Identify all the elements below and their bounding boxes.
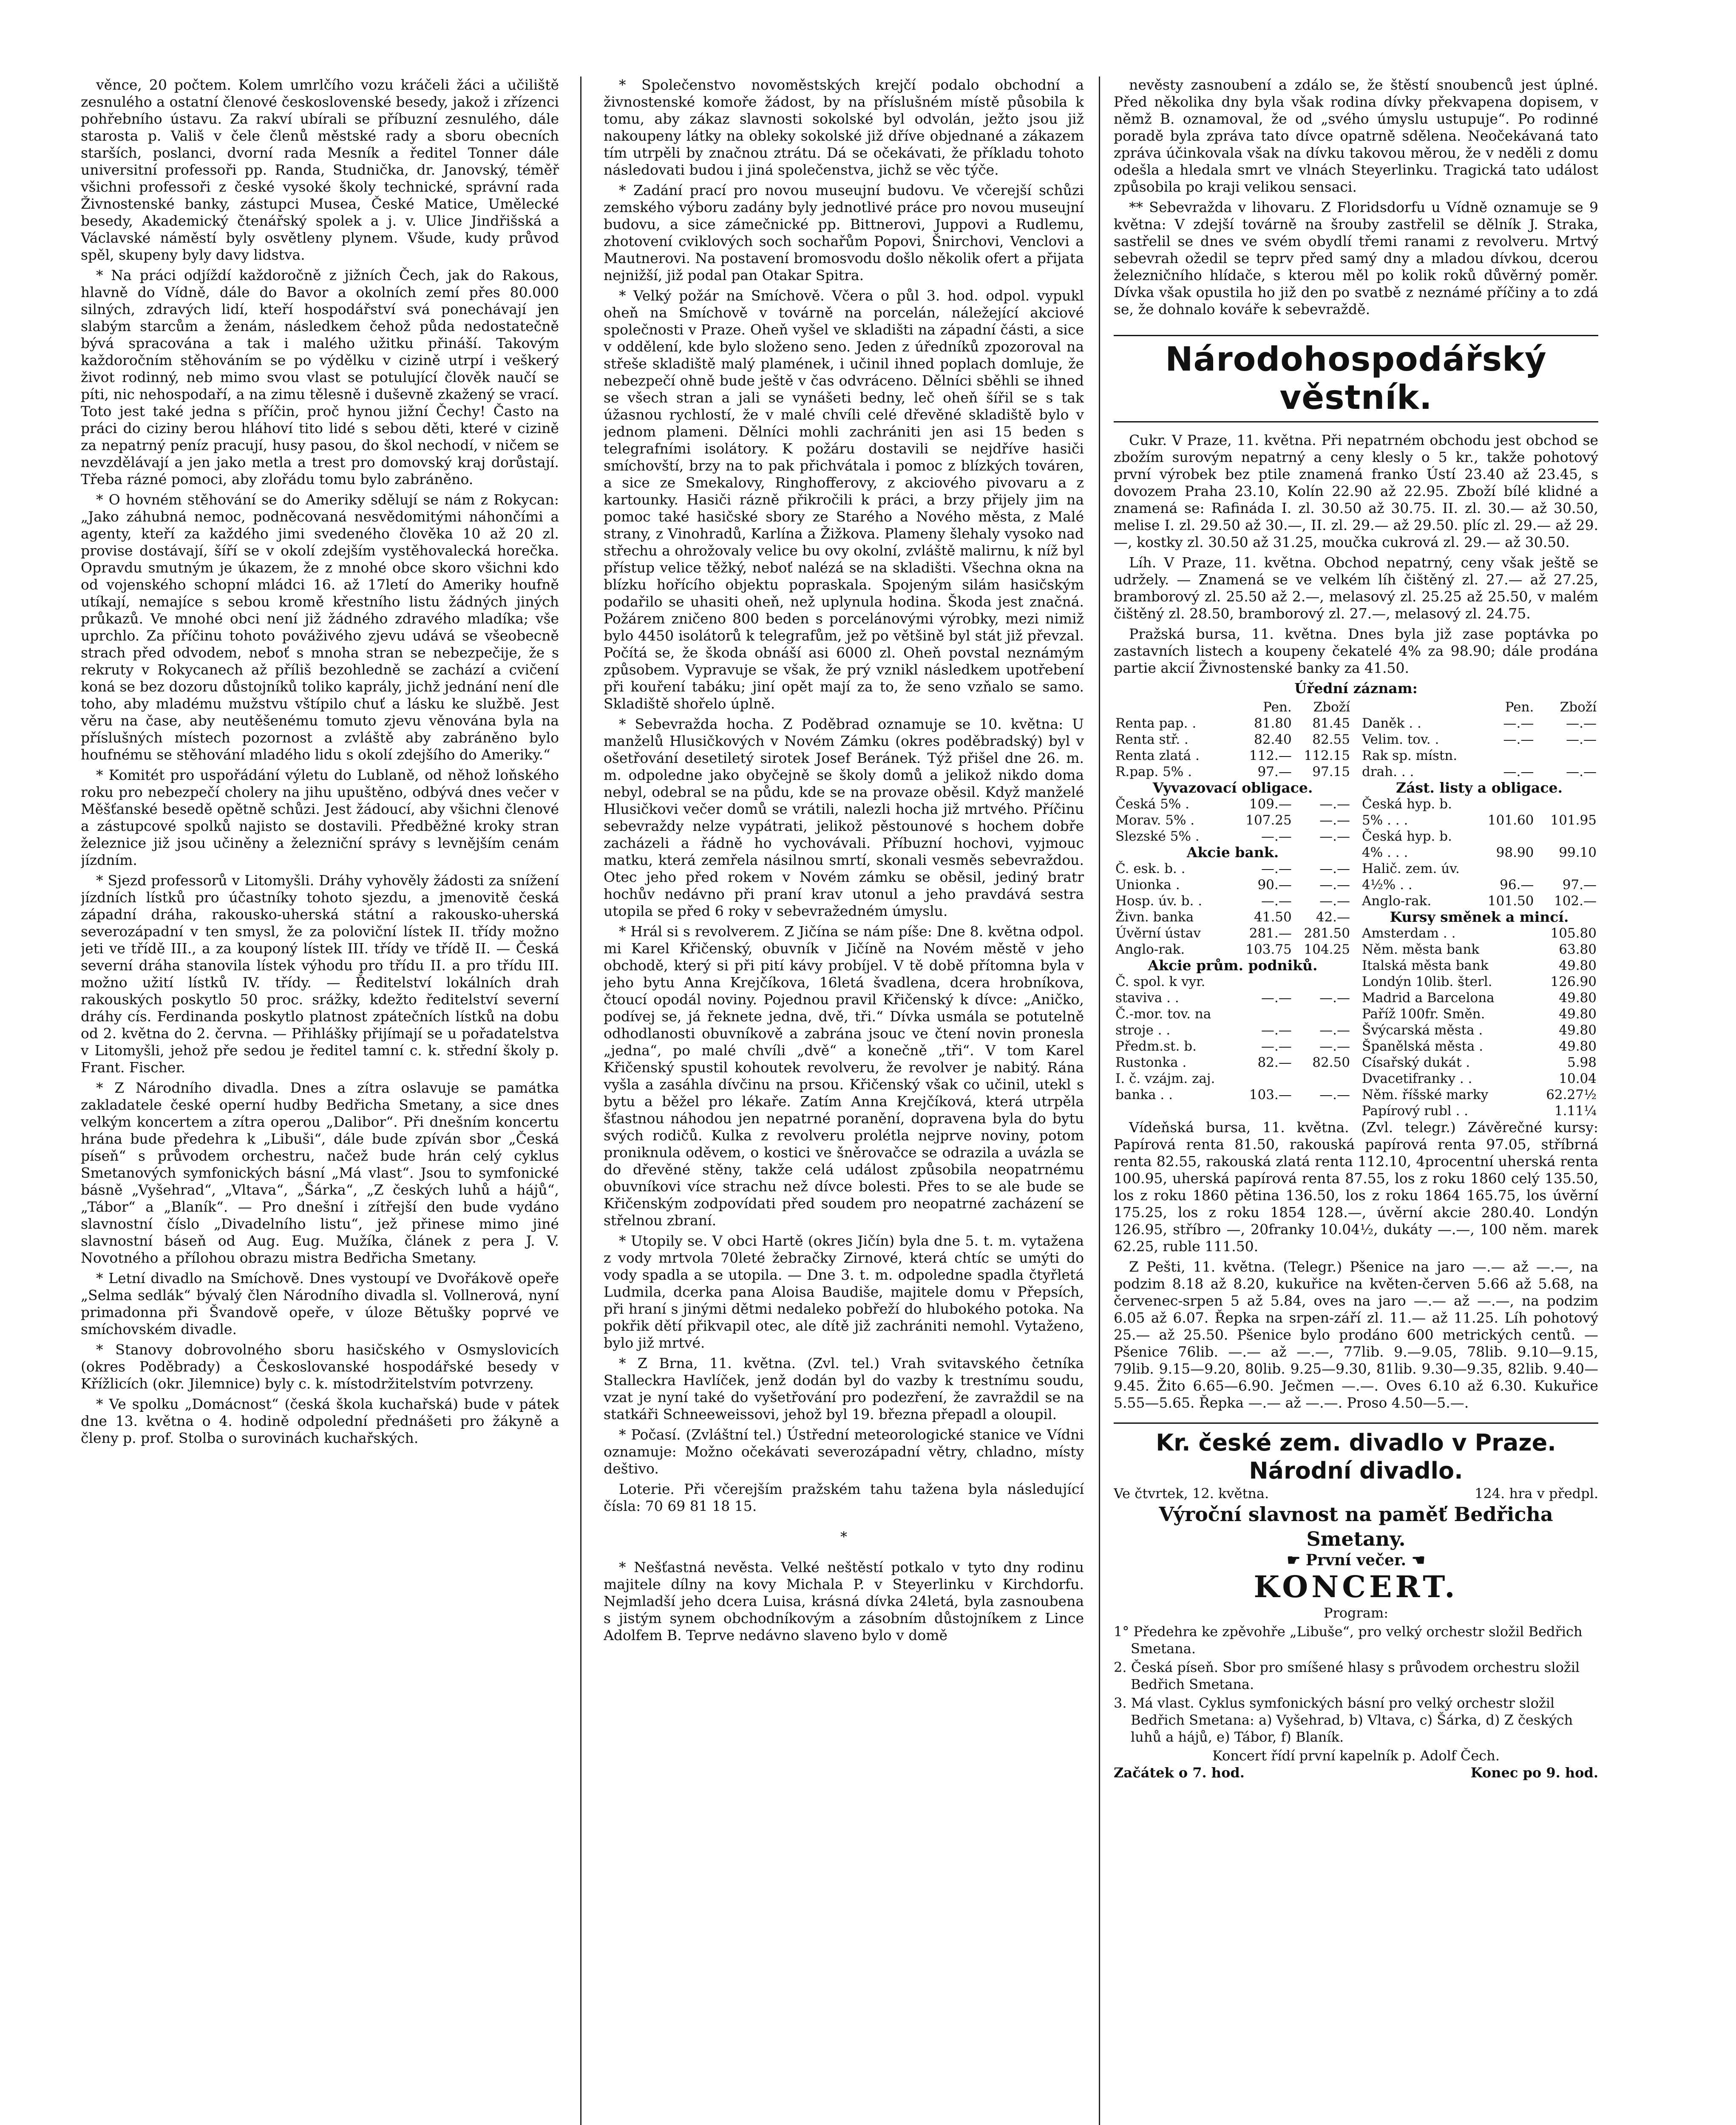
theatre-date: Ve čtvrtek, 12. května.	[1114, 1485, 1269, 1502]
table-cell: —.—	[1261, 990, 1292, 1006]
column-2	[604, 76, 1084, 2125]
table-cell: Hosp. úv. b. .	[1115, 893, 1203, 909]
table-row	[1114, 877, 1352, 893]
table-cell: Paříž 100fr. Směn.	[1362, 1006, 1485, 1022]
table-cell: 126.90	[1550, 974, 1597, 989]
table-row	[1114, 748, 1352, 764]
table-cell	[1478, 748, 1536, 764]
table-cell	[1114, 699, 1235, 715]
table-cell: Papírový rubl . .	[1362, 1103, 1469, 1119]
table-cell: Renta zlatá .	[1115, 748, 1200, 763]
table-row	[1360, 1006, 1598, 1022]
table-cell: Zboží	[1560, 700, 1597, 715]
table-cell	[1478, 861, 1536, 877]
table-row	[1360, 958, 1598, 974]
article-weather: * Počasí. (Zvláštní tel.) Ústřední meteorologické stanice ve Vídni oznamuje: Možno očekávati severozápadní větry, chladno, místy deštivo.	[604, 1426, 1084, 1477]
table-cell: Něm. města bank	[1362, 942, 1480, 957]
section-title: Vyvazovací obligace.	[1152, 779, 1313, 796]
table-cell: —.—	[1261, 861, 1292, 876]
table-header	[1360, 699, 1598, 715]
table-row	[1360, 1054, 1598, 1071]
table-cell: 5.98	[1567, 1055, 1597, 1070]
table-cell: 97.15	[1312, 764, 1350, 779]
table-cell: Něm. říšské marky	[1362, 1087, 1489, 1102]
table-cell: Londýn 10lib. šterl.	[1362, 974, 1492, 989]
table-row	[1114, 1054, 1352, 1071]
table-cell: Císařský dukát .	[1362, 1055, 1470, 1070]
table-row	[1360, 877, 1598, 893]
table-cell: 81.45	[1312, 716, 1350, 731]
table-cell: —.—	[1566, 716, 1597, 731]
table-cell	[1293, 1071, 1352, 1087]
vienna-bourse-report: Vídeňská bursa, 11. května. (Zvl. telegr.) Závěrečné kursy: Papírová renta 81.50, rakouská papírová renta 97.05, stříbrná renta 82.55, rakouská zlatá renta 112.10, 4procentní uherská renta 100.95, uherská papírová renta 87.55, los z roku 1860 celý 135.50, los z roku 1860 pětina 136.50, los z roku 1864 165.75, los úvěrní 175.25, los z roku 1854 128.—, úvěrní akcie 280.40. Londýn 126.95, stříbro —, 20franky 10.04½, dukáty —.—, 100 něm. marek 62.25, ruble 111.50.	[1114, 1119, 1598, 1255]
table-cell: Španělská města .	[1362, 1039, 1484, 1054]
table-row	[1114, 1022, 1352, 1038]
table-cell: 90.—	[1257, 877, 1292, 892]
table-cell: Amsterdam . .	[1362, 926, 1456, 941]
table-cell: 101.50	[1487, 893, 1534, 909]
table-section	[1114, 958, 1352, 974]
table-cell: Renta pap. .	[1115, 716, 1197, 731]
table-cell: Renta stř. .	[1115, 732, 1189, 747]
table-cell: 49.80	[1559, 990, 1597, 1006]
article-national-theatre: * Z Národního divadla. Dnes a zítra oslavuje se památka zakladatele české operní hudby Bedřicha Smetany, a sice dnes velkým koncertem a zítra operou „Dalibor“. Při dnešním koncertu hrána bude předehra k „Libuši“, dále bude zpíván sbor „Česká píseň“ s průvodem orchestru, načež bude hrán celý cyklus Smetanových symfonických básní „Má vlast“. Jsou to symfonické básně „Vyšehrad“, „Vltava“, „Šárka“, „Z českých luhů a hájů“, „Tábor“ a „Blaník“. — Pro dnešní i zítřejší den bude vydáno slavnostní číslo „Divadelního listu“, jež přinese mimo jiné slavnostní báseň od Aug. Eug. Mužíka, článek z pera J. V. Novotného a přílohou obrazu mistra Bedřicha Smetany.	[81, 1080, 559, 1266]
table-cell: 82.40	[1254, 732, 1292, 747]
table-cell: Rak sp. místn.	[1362, 748, 1458, 763]
table-cell: 82.—	[1257, 1055, 1292, 1070]
pointing-hand-icon: ☛	[1287, 1551, 1306, 1569]
table-row	[1114, 731, 1352, 748]
table-cell: Slezské 5% .	[1115, 829, 1200, 844]
table-cell	[1235, 1006, 1293, 1022]
table-row	[1114, 715, 1352, 731]
section-title: Kursy směnek a mincí.	[1390, 909, 1569, 925]
table-cell: 96.—	[1500, 877, 1534, 892]
table-cell: 81.80	[1254, 716, 1292, 731]
table-cell: Švýcarská města .	[1362, 1023, 1483, 1038]
table-cell: —.—	[1261, 1023, 1292, 1038]
table-cell: Česká hyp. b.	[1362, 796, 1452, 812]
spirit-market-report: Líh. V Praze, 11. května. Obchod nepatrný, ceny však ještě se udržely. — Znamená se ve velkém líh čištěný zl. 27.— až 27.25, bramborový zl. 25.50 až 2.—, melasový zl. 25.25 až 25.50, v malém čištěný zl. 28.50, bramborový zl. 27.—, melasový zl. 24.75.	[1114, 554, 1598, 622]
table-row	[1360, 893, 1598, 909]
table-cell: Česká 5% .	[1115, 796, 1189, 812]
newspaper-page	[81, 76, 1598, 2125]
table-cell: 49.80	[1559, 1023, 1597, 1038]
pest-market-report: Z Pešti, 11. května. (Telegr.) Pšenice na jaro —.— až —.—, na podzim 8.18 až 8.20, kukuřice na květen-červen 5.66 až 5.68, na červenec-srpen 5 až 5.84, oves na jaro —.— až —.—, na podzim 6.05 až 6.07. Řepka na srpen-září zl. 11.— až 11.25. Líh pohotový 25.— až 25.50. Pšenice bylo prodáno 600 metrických centů. — Pšenice 76lib. —.— až —.—, 77lib. 9.—9.05, 78lib. 9.10—9.15, 79lib. 9.15—9.20, 80lib. 9.25—9.30, 81lib. 9.30—9.35, 82lib. 9.40—9.45. Žito 6.65—6.90. Ječmen —.—. Oves 6.10 až 6.30. Kukuřice 5.55—5.65. Řepka —.— až —.—. Proso 4.50—5.—.	[1114, 1258, 1598, 1411]
table-row	[1114, 941, 1352, 958]
event-title: Výroční slavnost na paměť Bedřicha Smetany.	[1159, 1503, 1553, 1550]
table-section	[1360, 780, 1598, 796]
table-cell: Unionka .	[1115, 877, 1180, 892]
table-cell: —.—	[1319, 796, 1350, 812]
table-cell: 49.80	[1559, 958, 1597, 973]
article-ljubljana-trip: * Komitét pro uspořádání výletu do Lublaně, od něhož loňského roku pro nebezpečí cholery na jihu upuštěno, odbývá dnes večer v Měšťanské besedě opětně schůzi. Jest žádoucí, aby všichni členové a zástupcové spolků najisto se dostavili. Předběžné kroky stran železnice již jsou učiněny a železniční správy s levnějším cenám jízdním.	[81, 767, 559, 868]
column-rule-2	[1099, 76, 1100, 2125]
table-row	[1360, 764, 1598, 780]
table-cell: 103.75	[1245, 942, 1292, 957]
table-row	[1114, 828, 1352, 844]
table-cell	[1293, 1006, 1352, 1022]
table-row	[1360, 974, 1598, 990]
table-cell: Zboží	[1313, 700, 1350, 715]
table-cell: 10.04	[1559, 1071, 1597, 1086]
article-seasonal-workers: * Na práci odjíždí každoročně z jižních Čech, jak do Rakous, hlavně do Vídně, dále do Bavor a okolních zemí přes 80.000 silných, zdravých lidí, kteří hospodářství svá ponechávají jen slabým starcům a ženám, následkem čehož půda nedostatečně bývá spracována a tak i malého užitku přináší. Takovým každoročním stěhováním se po výdělku v cizině utrpí i veškerý život rodinný, neb mimo svou vlast se potulující člověk naučí se píti, nic nehospodaří, a na zimu tělesně i duševně zkažený se vrací. Toto jest také jedna s příčin, proč hynou jižní Čechy! Často na práci do ciziny berou hláhoví tito lidé s sebou děti, které v cizině za nepatrný peníz pracují, husy pasou, do škol nechodí, v ničem se nevzdělávají a jen jako metla a trest pro domovský kraj dorůstají. Třeba rázné pomoci, aby zlořádu tomu bylo zabráněno.	[81, 267, 559, 487]
pointing-hand-left-icon: ☚	[1406, 1551, 1425, 1569]
table-row	[1360, 828, 1598, 844]
table-cell: Halič. zem. úv.	[1362, 861, 1460, 876]
table-row	[1114, 909, 1352, 925]
table-cell: 42.—	[1316, 910, 1350, 925]
table-cell: Italská města bank	[1362, 958, 1489, 973]
table-cell: —.—	[1566, 764, 1597, 779]
table-row	[1114, 764, 1352, 780]
table-cell: —.—	[1319, 861, 1350, 876]
article-bride-continued: nevěsty zasnoubení a zdálo se, že štěstí snoubenců jest úplné. Před několika dny byla však rodina dívky překvapena dopisem, v němž B. oznamoval, že od „svého úmyslu ustupuje“. Po rodinné poradě byla zpráva tato dívce opatrně sdělena. Neočekávaná tato zpráva účinkovala však na dívku takovou měrou, že v neděli z domu odešla a hledala smrt ve vlnách Steyerlinku. Tragická tato událost způsobila po kraji velikou sensaci.	[1114, 76, 1598, 195]
table-cell: Pen.	[1505, 700, 1534, 715]
article-funeral-end: věnce, 20 počtem. Kolem umrlčího vozu kráčeli žáci a učiliště zesnulého a ostatní členové československé besedy, jakož i zřízenci pohřebního ústavu. Za rakví ubírali se příbuzní zesnulého, dále starosta p. Vališ v čele členů městské rady a sboru obecních starších, poslanci, dvorní rada Mesník a ředitel Tonner dále universitní professoři pp. Randa, Studnička, dr. Janovský, téměř všichni professoři z české vysoké školy technické, správní rada Živnostenské banky, zástupci Musea, České Matice, Umělecké besedy, Akademický čtenářský spolek a j. v. Ulice Jindřišská a Václavské náměstí byly osvětleny plynem. Všude, kudy průvod spěl, skupeny byly davy lidstva.	[81, 76, 559, 263]
column-rule-1	[580, 76, 582, 2125]
table-cell: 49.80	[1559, 1006, 1597, 1022]
table-cell: —.—	[1566, 732, 1597, 747]
table-cell: 82.50	[1312, 1055, 1350, 1070]
article-smichov-theatre: * Letní divadlo na Smíchově. Dnes vystoupí ve Dvořákově opeře „Selma sedlák“ bývalý člen Národního divadla sl. Vollnerová, nyní primadonna při Švandově opeře, v úloze Bětušky poprvé ve smíchovském divadle.	[81, 1270, 559, 1337]
table-row	[1114, 1006, 1352, 1022]
table-row	[1114, 861, 1352, 877]
program-item-2: 2. Česká píseň. Sbor pro smíšené hlasy s průvodem orchestru složil Bedřich Smetana.	[1114, 1659, 1580, 1692]
table-section	[1114, 844, 1352, 861]
article-tailors-guild: * Společenstvo novoměstských krejčí podalo obchodní a živnostenské komoře žádost, by na příslušném místě působila k tomu, aby zákaz slavnosti sokolské byl odvolán, ježto jsou již nakoupeny látky na obleky sokolské již dříve objednané a zákazem tím utrpěli by značnou ztrátu. Dá se očekávati, že příkladu tohoto následovati budou i jiná společenstva, jichž se věc týče.	[604, 76, 1084, 178]
article-museum-works: * Zadání prací pro novou museujní budovu. Ve včerejší schůzi zemského výboru zadány byly jednotlivé práce pro novou museujní budovu, a sice zámečnické pp. Bittnerovi, Juppovi a Rudlemu, zhotovení cviklových soch sochařům Popovi, Šnirchovi, Venclovi a Mautnerovi. Na postavení bromosvodu došlo několik ofert a přijata nejnižší, již podal pan Otakar Spitra.	[604, 182, 1084, 283]
table-cell: 4% . . .	[1362, 845, 1408, 860]
table-cell: —.—	[1261, 893, 1292, 909]
article-unhappy-bride: * Nešťastná nevěsta. Velké neštěstí potkalo v tyto dny rodinu majitele dílny na kovy Michala P. v Steyerlinku v Kirchdorfu. Nejmladší jeho dcera Luisa, krásná dívka 24letá, byla zasnoubena s jistým synem obchodníkovým a zásobním důstojníkem z Lince Adolfem B. Teprve nedávno slaveno bylo v domě	[604, 1559, 1084, 1643]
table-row	[1360, 941, 1598, 958]
table-cell	[1478, 796, 1536, 812]
article-domacnost-society: * Ve spolku „Domácnost“ (česká škola kuchařská) bude v pátek dne 13. května o 4. hodině odpolední přednášeti pro žákyně a členy p. prof. Stolba o surovinách kuchařských.	[81, 1396, 559, 1446]
article-boy-suicide: * Sebevražda hocha. Z Poděbrad oznamuje se 10. května: U manželů Hlusičkových v Novém Zámku (okres poděbradský) byl v ošetřování desetiletý sirotek Josef Beránek. Týž přišel dne 26. m. m. odpoledne jako obyčejně se školy domů a jelikož nikdo doma nebyl, odebral se na půdu, kde se na provaze oběsil. Když manželé Hlusičkovi večer domů se vrátili, nalezli hocha již mrtvého. Příčinu sebevraždy nelze vypátrati, jelikož pěstounové s hochem dobře zacházeli a řádně ho vychovávali. Příbuzní hochovi, vyjmouc matku, která zemřela násilnou smrtí, skonali vesměs sebevraždou. Otec jeho před rokem v Novém zámku se oběsil, jediný bratr hochův nedávno při praní krav utonul a jeho pravdává sestra utopila se před 6 roky v sebevražedném úmyslu.	[604, 716, 1084, 919]
table-cell: Živn. banka	[1115, 910, 1194, 925]
table-row	[1114, 925, 1352, 941]
table-row	[1360, 1038, 1598, 1054]
table-cell: 112.—	[1249, 748, 1292, 763]
table-cell: —.—	[1319, 1023, 1350, 1038]
table-cell: 101.60	[1487, 813, 1534, 828]
table-cell: 63.80	[1559, 942, 1597, 957]
table-cell: 109.—	[1249, 796, 1292, 812]
table-cell: —.—	[1503, 732, 1534, 747]
table-row	[1360, 1022, 1598, 1038]
table-cell: —.—	[1319, 1039, 1350, 1054]
section-title: Akcie prům. podniků.	[1148, 957, 1318, 974]
table-cell: 5% . . .	[1362, 813, 1408, 828]
program-item-1: 1° Předehra ke zpěvohře „Libuše“, pro velký orchestr složil Bedřich Smetana.	[1114, 1624, 1583, 1657]
table-cell: banka . .	[1115, 1087, 1173, 1102]
article-emigration-america: * O hovném stěhování se do Ameriky sdělují se nám z Rokycan: „Jako záhubná nemoc, podněcovaná nesvědomitými náhončími a agenty, kteří za každého jimi svedeného člověka 10 až 20 zl. provise dostávají, šíří se v okolí zdejším vystěhovalecká horečka. Opravdu smutným je úkazem, že z mnohé obce skoro všichni kdo od vojenského schopní mládci 16. až 17letí do Ameriky houfně utíkají, nemajíce s sebou kromě křestního listu žádných jiných průkazů. Ve mnohé obci není již žádného zdravého mladíka; vše uprchlo. Za příčinu tohoto pováživého zjevu udává se všeobecně strach před odvodem, neboť s mnoha stran se nebezpečije, že s rekruty v Rokycanech až příliš bezohledně se zachází a cvičení koná se bez dozoru důstojníků toliko kaprály, jichž jednání není dle toho, aby mladému mužstvu vštípilo chuť a lásku ke službě. Jest věru na čase, aby neutěšenému tomuto zjevu věnována byla na příslušných místech pozornost a zvláště aby zabráněno bylo houfnému se stěhování mladého lidu s okolí zdejšího do Ameriky.“	[81, 491, 559, 763]
table-cell: 99.10	[1559, 845, 1597, 860]
table-header	[1114, 699, 1352, 715]
table-cell: 101.95	[1550, 813, 1597, 828]
quotes-table-left	[1114, 699, 1352, 1103]
article-fire-brigade-statutes: * Stanovy dobrovolného sboru hasičského v Osmyslovicích (okres Poděbrady) a Českoslovanské hospodářské besedy v Křížlicích (okr. Jilemnice) byly c. k. místodržitelstvím potvrzeny.	[81, 1341, 559, 1392]
table-cell: —.—	[1319, 990, 1350, 1006]
table-cell: 1.11¼	[1554, 1103, 1597, 1119]
table-row	[1360, 861, 1598, 877]
table-cell: Č. spol. k vyr.	[1115, 974, 1206, 989]
table-cell: —.—	[1319, 893, 1350, 909]
table-cell: Velim. tov. .	[1362, 732, 1439, 747]
program-item-3: 3. Má vlast. Cyklus symfonických básní pro velký orchestr složil Bedřich Smetana: a) Vyšehrad, b) Vltava, c) Šárka, d) Z českých luhů a hájů, e) Tábor, f) Blaník.	[1114, 1695, 1573, 1745]
table-cell: Č. esk. b. .	[1115, 861, 1186, 876]
column-3	[1114, 76, 1598, 2125]
table-row	[1114, 990, 1352, 1006]
table-cell: Anglo-rak.	[1115, 942, 1185, 957]
table-cell: —.—	[1503, 764, 1534, 779]
table-row	[1114, 893, 1352, 909]
table-row	[1360, 990, 1598, 1006]
table-cell: I. č. vzájm. zaj.	[1115, 1071, 1215, 1086]
theatre-subscription: 124. hra v předpl.	[1475, 1485, 1598, 1502]
quotes-right	[1360, 699, 1598, 1119]
article-professors-congress: * Sjezd professorů v Litomyšli. Dráhy vyhověly žádosti za snížení jízdních lístků pro účastníky tohoto sjezdu, a jmenovitě česká západní dráha, rakousko-uherská státní a rakousko-uherská severozápadní v ten smysl, že za poloviční lístek II. třídy možno jeti ve třídě III., a za kouponý lístek III. třídy ve třídě II. — Česká severní dráha stanovila lístek výhodu pro třídu II. a pro třídu III. možno užití lístků IV. třídy. — Ředitelství lokálních drah rakouských poskytlo 50 proc. srážky, kdežto ředitelství severní dráhy cís. Ferdinanda poskytlo platnost zpátečních lístků na dobu od 2. května do 2. června. — Přihlášky přijímají se u pořadatelstva v Litomyšli, jehož pře sedou je ředitel tamní c. k. střední školy p. Frant. Fischer.	[81, 872, 559, 1076]
table-cell: drah. . .	[1362, 764, 1414, 779]
separator-star: *	[840, 1529, 847, 1545]
table-section	[1360, 909, 1598, 925]
table-cell: 62.27½	[1546, 1087, 1597, 1102]
quotes-left	[1114, 699, 1352, 1119]
table-cell	[1535, 748, 1598, 764]
table-cell: —.—	[1319, 813, 1350, 828]
table-cell: —.—	[1319, 829, 1350, 844]
table-row	[1360, 796, 1598, 812]
conductor-note: Koncert řídí první kapelník p. Adolf Čech.	[1212, 1748, 1500, 1764]
table-cell: 105.80	[1550, 926, 1597, 941]
article-brno-murder: * Z Brna, 11. května. (Zvl. tel.) Vrah svitavského četníka Stalleckra Havlíček, jenž dodán byl do vazby k trestnímu soudu, vzat je nyní také do vyšetřování pro podezření, že zavraždil se na statkáři Schneeweissovi, jehož byl 19. března přepadl a oloupil.	[604, 1355, 1084, 1422]
koncert-title: KONCERT.	[1254, 1569, 1458, 1604]
theatre-header: Kr. české zem. divadlo v Praze. Národní divadlo.	[1114, 1422, 1598, 1485]
table-cell: Česká hyp. b.	[1362, 829, 1452, 844]
time-row	[1114, 1764, 1598, 1781]
table-cell: 102.—	[1554, 893, 1597, 909]
article-floridsdorf-suicide: ** Sebevražda v lihovaru. Z Floridsdorfu u Vídně oznamuje se 9 května: V zdejší továrně na šrouby zastřelil se dělník J. Straka, sastřelil se dnes ve svém obydlí třemi ranami z revolveru. Mrtvý sebevrah ožedil se teprv před samý dny a mladou dívkou, dcerou železničního hlídače, s kterou měl po kolik roků důvěrný poměr. Dívka však opustila ho již den po svatbě z neznámé příčiny a to zdá se, že dohnalo kováře k sebevraždě.	[1114, 199, 1598, 317]
table-row	[1360, 1103, 1598, 1119]
table-row	[1360, 731, 1598, 748]
table-cell: Daněk . .	[1362, 716, 1421, 731]
table-cell	[1235, 1071, 1293, 1087]
economic-section-title: Národohospodářský věstník.	[1114, 335, 1598, 422]
table-cell: Úvěrní ústav	[1115, 926, 1201, 941]
table-cell	[1535, 828, 1598, 844]
table-row	[1360, 1087, 1598, 1103]
article-smichov-fire: * Velký požár na Smíchově. Včera o půl 3. hod. odpol. vypukl oheň na Smíchově v továrně na porcelán, náležející akciové společnosti v Praze. Oheň vyšel ve skladišti na západní části, a sice v oddělení, kde bylo složeno seno. Jeden z úředníků zpozoroval na střeše skladiště malý plamének, i učinil ihned poplach domluje, že nebezpečí ohně bude ještě v čas odvráceno. Dělníci sběhli se ihned se všech stran a jali se vynášeti bedny, leč oheň šířil se s tak úžasnou rychlostí, že v malé chvíli celé dřevěné skladiště bylo v jednom plameni. Dělníci mohli zachrániti jen asi 15 beden s telegrafními isolátory. K požáru dostavili se nejdříve hasiči smíchovští, brzy na to pak přichvátala i pomoc z blízkých továren, a sice ze Smekalovy, Ringhofferovy, z akciového pivovaru a z kartounky. Hasiči rázně přikročili k práci, a brzy přijely jim na pomoc také hasičské sbory ze Starého a Nového města, z Malé strany, z Vinohradů, Karlína a Žižkova. Plameny šlehaly vysoko nad střechu a ohrožovaly velice bu ovy okolní, zvláště malirnu, k níž byl přístup velice těžký, neboť nalézá se na skladišti. Všechna okna na blízku hořícího objektu popraskala. Spojeným silám hasičským podařilo se uhasiti oheň, než uplynula hodina. Škoda jest značná. Požárem zničeno 800 beden s porcelánovými výrobky, mezi nimiž bylo 4450 isolátorů k telegrafům, jež po většině byl stát již převzal. Počítá se, že škoda obnáší asi 6000 zl. Oheň povstal neznámým způsobem. Vypravuje se však, že prý vznikl následkem upotřebení při kouření tabáku; jiní opět mají za to, že seno vzňalo se samo. Skladiště shořelo úplně.	[604, 287, 1084, 712]
table-cell: Předm.st. b.	[1115, 1039, 1197, 1054]
sugar-market-report: Cukr. V Praze, 11. května. Při nepatrném obchodu jest obchod se zbožím surovým nepatrný a ceny klesly o 5 kr., takže pohotový první výrobek bez ptile znamená franko Ústí 23.40 až 23.45, s dovozem Praha 23.10, Kolín 22.90 až 22.95. Zboží bílé klidné a znamená se: Rafináda I. zl. 30.50 až 30.75. II. zl. 30.— až 30.50, melise I. zl. 29.50 až 30.—, II. zl. 29.— až 29.50. plíc zl. 29.— až 29.—, kostky zl. 30.50 až 31.25, moučka cukrová zl. 29.— až 30.50.	[1114, 432, 1598, 550]
table-row	[1360, 925, 1598, 941]
table-cell: 82.55	[1312, 732, 1350, 747]
quotes-block	[1114, 699, 1598, 1119]
table-cell: 104.25	[1304, 942, 1350, 957]
table-cell: 281.—	[1249, 926, 1292, 941]
evening-text: První večer.	[1305, 1551, 1407, 1569]
table-row	[1114, 1071, 1352, 1087]
table-cell: Anglo-rak.	[1362, 893, 1432, 909]
table-cell: 103.—	[1249, 1087, 1292, 1102]
article-lottery: Loterie. Při včerejším pražském tahu tažena byla následující čísla: 70 69 81 18 15.	[604, 1481, 1084, 1514]
table-row	[1360, 748, 1598, 764]
table-cell: staviva . .	[1115, 990, 1179, 1006]
table-cell: 97.—	[1257, 764, 1292, 779]
table-cell	[1235, 974, 1293, 990]
article-revolver: * Hrál si s revolverem. Z Jičína se nám píše: Dne 8. května odpol. mi Karel Křičenský, obuvník v Jičíně na Novém městě v jeho obchodě, který si při pití kávy probíjel. V tě době přítomna byla v jeho bytu Anna Krejčíkova, 16letá švadlena, dcera hrobníkova, čtoucí opodál noviny. Pojednou pravil Křičenský k dívce: „Aničko, podívej se, já řeknete jedna, dvě, tři.“ Dívka usmála se potutelně odhodlanosti obuvníkově a zabrána jsouc ve čtení novin pronesla „jedna“, po malé chvíli „dvě“ a konečně „tři“. V tom Karel Křičenský spustil kohoutek revolveru, že revolver je nabitý. Rána vyšla a zasáhla dívčinu na prsou. Křičenský však co učinil, utekl s bytu a běžel pro lékaře. Zatím Anna Krejčíková, která utrpěla šťastnou náhodou jen nepatrné poranění, dopravena byla do bytu svých rodičů. Kulka z revolveru prolétla nejprve noviny, potom proniknula oděvem, o kostici ve šněrovačce se odrazila a uvázla se do dřevěné stěny, takže celá událost způsobila neopatrnému obuvníkovi více strachu než dívce bolesti. Přes to se ale bude se Křičenským zodpovídati před soudem pro neopatrné zacházení se střelnou zbraní.	[604, 923, 1084, 1229]
table-cell: 49.80	[1559, 1039, 1597, 1054]
quotes-table-right	[1360, 699, 1598, 1119]
table-cell	[1535, 861, 1598, 877]
table-row	[1114, 1087, 1352, 1103]
table-cell	[1360, 699, 1478, 715]
table-cell: —.—	[1319, 877, 1350, 892]
table-cell: 281.50	[1304, 926, 1350, 941]
evening-label	[1114, 1551, 1598, 1569]
table-cell: —.—	[1261, 1039, 1292, 1054]
theatre-date-row	[1114, 1485, 1598, 1502]
table-row	[1360, 715, 1598, 731]
table-cell: Dvacetifranky . .	[1362, 1071, 1472, 1086]
table-cell: Morav. 5% .	[1115, 813, 1195, 828]
table-row	[1114, 812, 1352, 828]
table-row	[1114, 796, 1352, 812]
table-cell: 41.50	[1254, 910, 1292, 925]
section-title: Akcie bank.	[1186, 844, 1279, 861]
table-row	[1360, 1071, 1598, 1087]
start-time: Začátek o 7. hod.	[1114, 1765, 1245, 1781]
table-cell: 112.15	[1304, 748, 1350, 763]
program-label: Program:	[1323, 1605, 1389, 1621]
table-cell: —.—	[1261, 829, 1292, 844]
table-cell: Pen.	[1263, 700, 1292, 715]
table-section	[1114, 780, 1352, 796]
table-cell: Rustonka .	[1115, 1055, 1187, 1070]
official-record-title: Úřední záznam:	[1294, 680, 1418, 697]
table-cell: 98.90	[1496, 845, 1534, 860]
table-cell: Č.-mor. tov. na	[1115, 1006, 1211, 1022]
table-cell	[1478, 828, 1536, 844]
section-title: Zást. listy a obligace.	[1396, 779, 1563, 796]
table-cell: 4½% . .	[1362, 877, 1413, 892]
prague-bourse-report: Pražská bursa, 11. května. Dnes byla již zase poptávka po zastavních listech a koupeny čekatelé 4% za 98.90; dále prodána partie akcií Živnostenské banky za 41.50.	[1114, 626, 1598, 676]
table-cell	[1293, 974, 1352, 990]
table-cell: Madrid a Barcelona	[1362, 990, 1495, 1006]
table-cell: stroje . .	[1115, 1023, 1171, 1038]
end-time: Konec po 9. hod.	[1470, 1765, 1598, 1781]
table-cell: —.—	[1319, 1087, 1350, 1102]
table-row	[1114, 1038, 1352, 1054]
article-drownings: * Utopily se. V obci Hartě (okres Jičín) byla dne 5. t. m. vytažena z vody mrtvola 70leté žebračky Zirnové, která chtíc se umýti do vody spadla a se utopila. — Dne 3. t. m. odpoledne spadla čtyřletá Ludmila, dcerka pana Aloisa Baudiše, majitele domu v Přepsích, při hraní s jinými dětmi nedaleko pobřeží do hlubokého potoka. Na pokřik dětí přikvapil otec, ale dítě již zachrániti nemohl. Vytaženo, bylo již mrtvé.	[604, 1232, 1084, 1351]
table-cell: R.pap. 5% .	[1115, 764, 1192, 779]
table-cell: 107.25	[1245, 813, 1292, 828]
table-row	[1114, 974, 1352, 990]
table-cell	[1535, 796, 1598, 812]
column-1	[81, 76, 559, 2125]
table-cell: —.—	[1503, 716, 1534, 731]
table-row	[1360, 844, 1598, 861]
table-cell: 97.—	[1562, 877, 1597, 892]
table-row	[1360, 812, 1598, 828]
